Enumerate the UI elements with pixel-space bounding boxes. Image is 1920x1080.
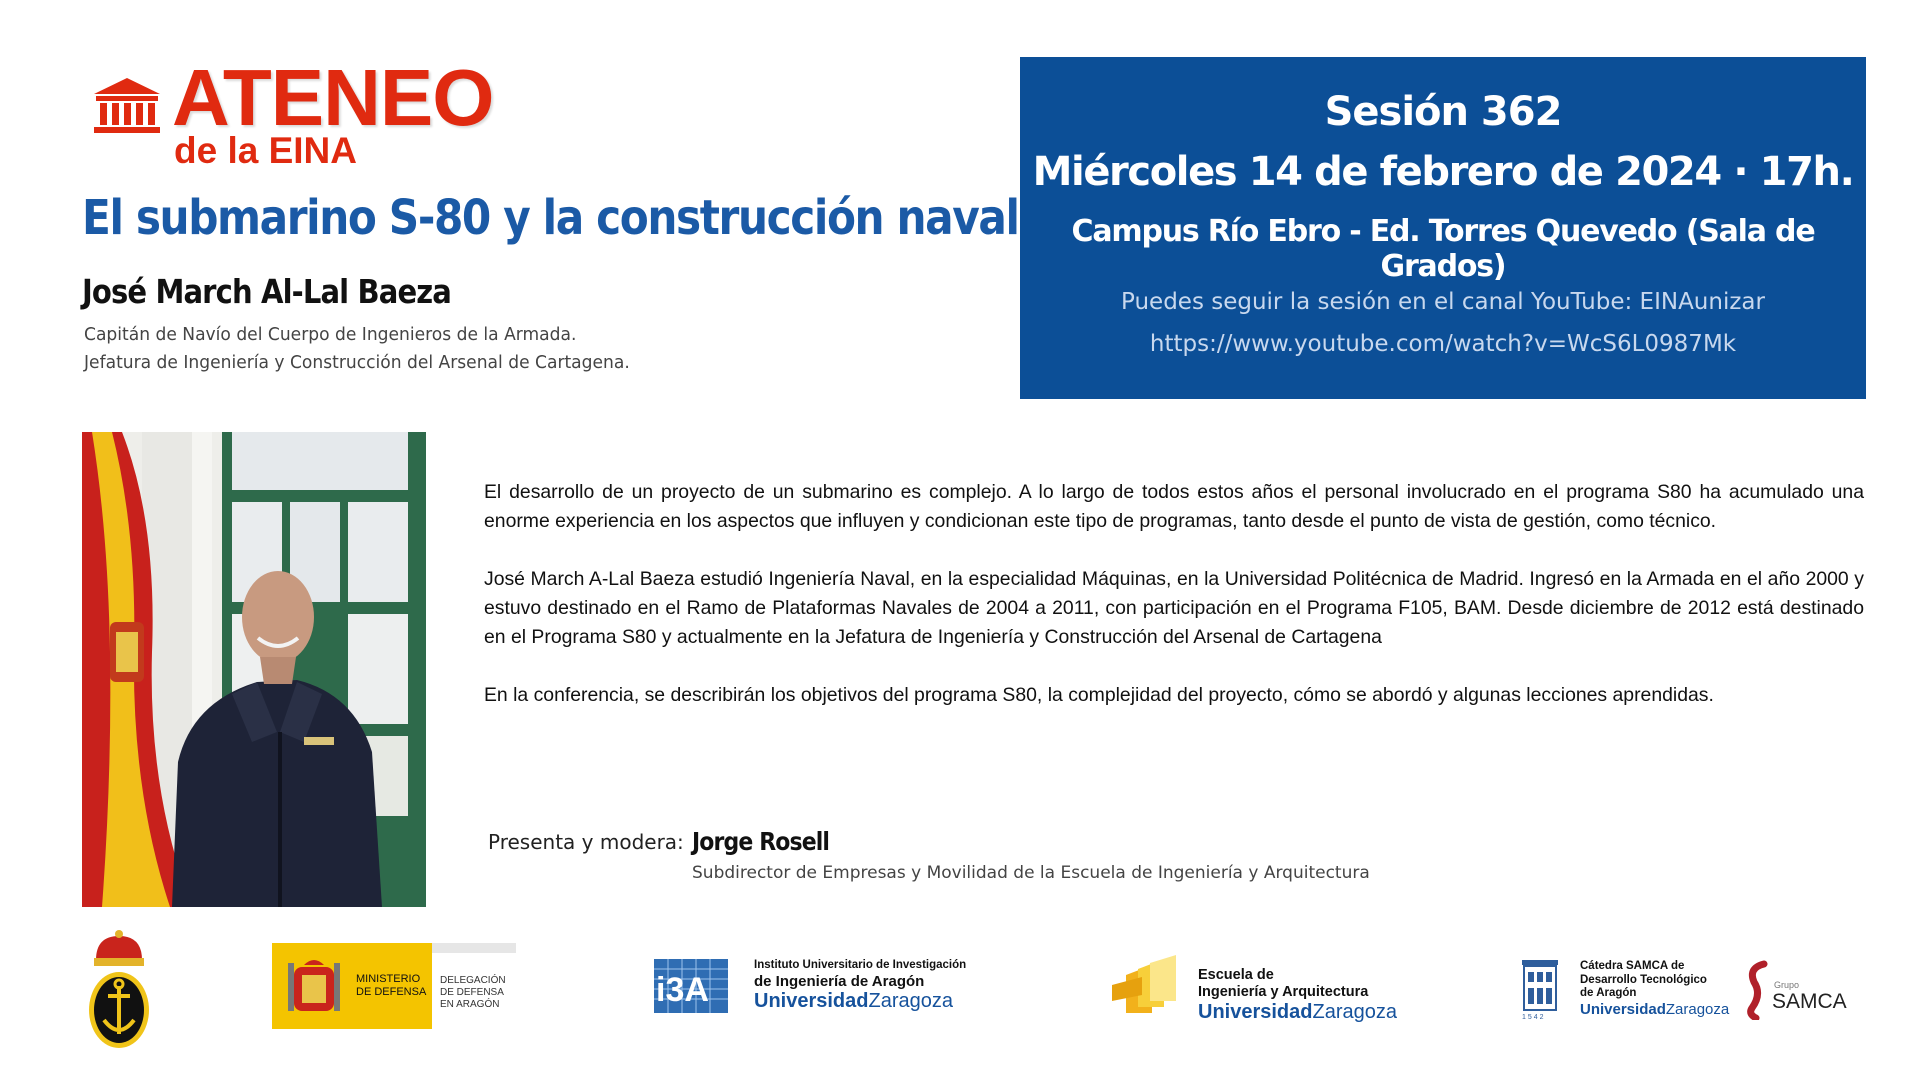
speaker-role-line2: Jefatura de Ingeniería y Construcción del Arsenal de Cartagena. <box>84 352 630 373</box>
talk-title: El submarino S-80 y la construcción naval <box>82 190 1019 246</box>
samca-label: SAMCA <box>1772 990 1847 1013</box>
moderator-label: Presenta y modera: <box>488 830 684 854</box>
eina-unizar <box>1198 1001 1397 1025</box>
grupo-samca-logo <box>1744 960 1868 1022</box>
samca-s-icon <box>1744 960 1772 1020</box>
grupo-label: Grupo <box>1774 980 1800 990</box>
catedra-uz-rest: Zaragoza <box>1665 1000 1730 1018</box>
eina-icon <box>1112 955 1184 1021</box>
delegacion-line3: EN ARAGÓN <box>440 998 500 1010</box>
speaker-photo <box>82 432 426 907</box>
unizar-year: 1542 <box>1522 1014 1546 1021</box>
delegacion-line1: DELEGACIÓN <box>440 975 506 986</box>
eina-logo <box>1112 955 1412 1025</box>
talk-description <box>484 478 1864 739</box>
session-number: Sesión 362 <box>1324 89 1562 135</box>
i3a-icon <box>648 955 730 1017</box>
description-paragraph-3: En la conferencia, se describirán los objetivos del programa S80, la complejidad del proyecto, cómo se abordó y algunas lecciones aprendidas. <box>484 684 1714 706</box>
session-venue: Campus Río Ebro - Ed. Torres Quevedo (Sala de Grados) <box>1071 214 1815 284</box>
speaker-role-line1: Capitán de Navío del Cuerpo de Ingenieros de la Armada. <box>84 324 577 345</box>
speaker-name: José March Al-Lal Baeza <box>82 272 451 311</box>
unizar-building-icon <box>1520 958 1560 1022</box>
session-info-box <box>1020 57 1866 399</box>
moderator-role: Subdirector de Empresas y Movilidad de la Escuela de Ingeniería y Arquitectura <box>692 863 1370 883</box>
catedra-uz-bold: Universidad <box>1580 1000 1666 1018</box>
ministerio-line1: MINISTERIO <box>356 973 421 985</box>
ministerio-line2: DE DEFENSA <box>356 985 427 998</box>
spain-coat-of-arms-icon <box>284 957 344 1017</box>
catedra-unizar <box>1580 1001 1729 1019</box>
youtube-link[interactable]: https://www.youtube.com/watch?v=WcS6L0987Mk <box>1149 331 1737 357</box>
eina-line1: Escuela de <box>1198 967 1274 983</box>
catedra-line2: Desarrollo Tecnológico <box>1580 973 1707 986</box>
moderator-name: Jorge Rosell <box>692 827 830 856</box>
logo-word: ATENEO <box>172 53 494 142</box>
eina-line2: Ingeniería y Arquitectura <box>1198 984 1369 1001</box>
svg-text:i3A: i3A <box>656 971 709 1009</box>
youtube-text: Puedes seguir la sesión en el canal YouTube: EINAunizar <box>1121 289 1765 315</box>
logo-sub: de la EINA <box>174 130 357 171</box>
catedra-line3: de Aragón <box>1580 987 1637 1000</box>
i3a-logo <box>648 955 978 1025</box>
temple-icon <box>92 76 162 136</box>
anchor-crown-icon <box>86 930 152 1050</box>
i3a-uz-rest: Zaragoza <box>868 990 953 1013</box>
delegacion-block <box>432 943 516 1029</box>
speaker-photo-illustration <box>82 432 426 907</box>
armada-emblem <box>86 930 152 1050</box>
session-date: Miércoles 14 de febrero de 2024 · 17h. <box>1032 149 1854 195</box>
i3a-unizar <box>754 990 966 1014</box>
description-paragraph-1: El desarrollo de un proyecto de un submarino es complejo. A lo largo de todos estos años el personal involucrado en el programa S80 ha acumulado una enorme experiencia en los aspectos que influyen y condicionan este tipo de programas, tanto desde el punto de vista de gestión, como técnico. <box>484 481 1864 532</box>
description-paragraph-2: José March A-Lal Baeza estudió Ingeniería Naval, en la especialidad Máquinas, en la Universidad Politécnica de Madrid. Ingresó en la Armada en el año 2000 y estuvo destinado en el Ramo de Plataformas Navales de 2004 a 2011, con participación en el Programa F105, BAM. Desde diciembre de 2012 está destinado en el Programa S80 y actualmente en la Jefatura de Ingeniería y Construcción del Arsenal de Cartagena <box>484 568 1864 648</box>
catedra-line1: Cátedra SAMCA de <box>1580 960 1685 972</box>
delegacion-line2: DE DEFENSA <box>440 986 504 998</box>
eina-uz-bold: Universidad <box>1198 1001 1313 1024</box>
ministerio-defensa-logo <box>272 943 516 1029</box>
catedra-samca-logo <box>1520 958 1745 1028</box>
i3a-line2: de Ingeniería de Aragón <box>754 972 925 990</box>
i3a-uz-bold: Universidad <box>754 990 869 1013</box>
eina-uz-rest: Zaragoza <box>1312 1001 1397 1024</box>
ateneo-logo <box>92 53 494 172</box>
i3a-line1: Instituto Universitario de Investigación <box>754 959 967 971</box>
